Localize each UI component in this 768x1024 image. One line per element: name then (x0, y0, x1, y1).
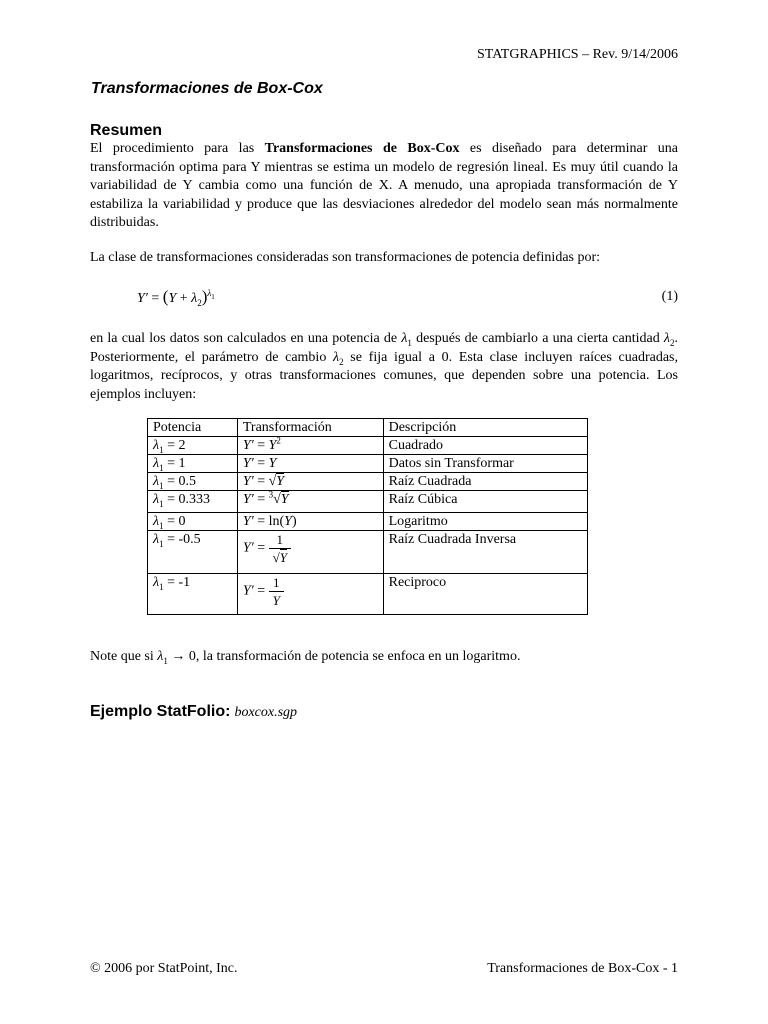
transform-cell: Y′ = $^3$√Y (237, 491, 383, 513)
table-row (148, 574, 588, 615)
description-cell: Cuadrado (383, 437, 587, 455)
column-header: Potencia (148, 419, 238, 437)
potencia-cell: $\lambda_1 = -1$ (148, 574, 238, 615)
potencia-cell: $\lambda_1 = -0.5$ (148, 531, 238, 574)
section-heading-resumen: Resumen (90, 122, 163, 139)
table-row (148, 513, 588, 531)
table-row (148, 437, 588, 455)
equation-number: (1) (661, 289, 678, 304)
table-row (148, 491, 588, 513)
description-cell: Raíz Cúbica (383, 491, 587, 513)
transform-cell: Y′ = $\frac{1}{√Y}$ (237, 531, 383, 574)
table-header-row (148, 419, 588, 437)
potencia-cell: $\lambda_1 = 2$ (148, 437, 238, 455)
transform-cell: Y′ = Y (237, 455, 383, 473)
potencia-cell: $\lambda_1 = 1$ (148, 455, 238, 473)
equation-box-cox: $Y' = (Y + \lambda_2)^{\lambda_1}$ (137, 287, 215, 308)
description-cell: Raíz Cuadrada (383, 473, 587, 491)
table-row (148, 473, 588, 491)
paragraph-note: Note que si $\lambda_1 \to 0$, la transformación de potencia se enfoca en un logaritmo. (90, 649, 521, 666)
potencia-cell: $\lambda_1 = 0$ (148, 513, 238, 531)
paragraph-explanation: en la cual los datos son calculados en una potencia de $\lambda_1$ después de cambiarlo a una cierta cantidad $\lambda_2$. Posteriormente, el parámetro de cambio $\lambda_2$ se fija igual a 0. Esta clase incluyen raíces cuadradas, logaritmos, recíprocos, y otras transformaciones comunes, que dependen sobre una potencia. Los ejemplos incluyen: (90, 331, 679, 402)
transform-cell: Y′ = √Y (237, 473, 383, 491)
potencia-cell: $\lambda_1 = 0.333$ (148, 491, 238, 513)
paragraph-intro: El procedimiento para las Transformaciones de Box-Cox es diseñado para determinar una transformación optima para Y mientras se estima un modelo de regresión lineal. Es muy útil cuando la variabilidad de Y cambia como una función de X. A menudo, una apropiada transformación de Y estabiliza la variabilidad y produce que las desviaciones alrededor del modelo sean más normalmente distribuidas. (90, 141, 678, 231)
statfolio-file-link[interactable]: boxcox.sgp (234, 705, 298, 720)
page-header: STATGRAPHICS – Rev. 9/14/2006 (477, 47, 678, 62)
description-cell: Reciproco (383, 574, 587, 615)
footer-page-label: Transformaciones de Box-Cox - 1 (487, 961, 678, 976)
description-cell: Logaritmo (383, 513, 587, 531)
footer-copyright: © 2006 por StatPoint, Inc. (90, 961, 238, 976)
column-header: Descripción (383, 419, 587, 437)
column-header: Transformación (237, 419, 383, 437)
transform-cell: $Y' = Y^2$ (237, 437, 383, 455)
table-row (148, 531, 588, 574)
transform-cell: Y′ = $\frac{1}{Y}$ (237, 574, 383, 615)
examples-table (147, 418, 588, 615)
transform-cell: Y′ = ln(Y) (237, 513, 383, 531)
description-cell: Raíz Cuadrada Inversa (383, 531, 587, 574)
statfolio-example (90, 703, 297, 721)
description-cell: Datos sin Transformar (383, 455, 587, 473)
page-title: Transformaciones de Box-Cox (91, 80, 323, 97)
paragraph-class: La clase de transformaciones consideradas son transformaciones de potencia definidas por: (90, 250, 601, 265)
potencia-cell: $\lambda_1 = 0.5$ (148, 473, 238, 491)
statfolio-label: Ejemplo StatFolio: (90, 703, 231, 720)
bold-procedure-name: Transformaciones de Box-Cox (264, 141, 460, 156)
table-row (148, 455, 588, 473)
